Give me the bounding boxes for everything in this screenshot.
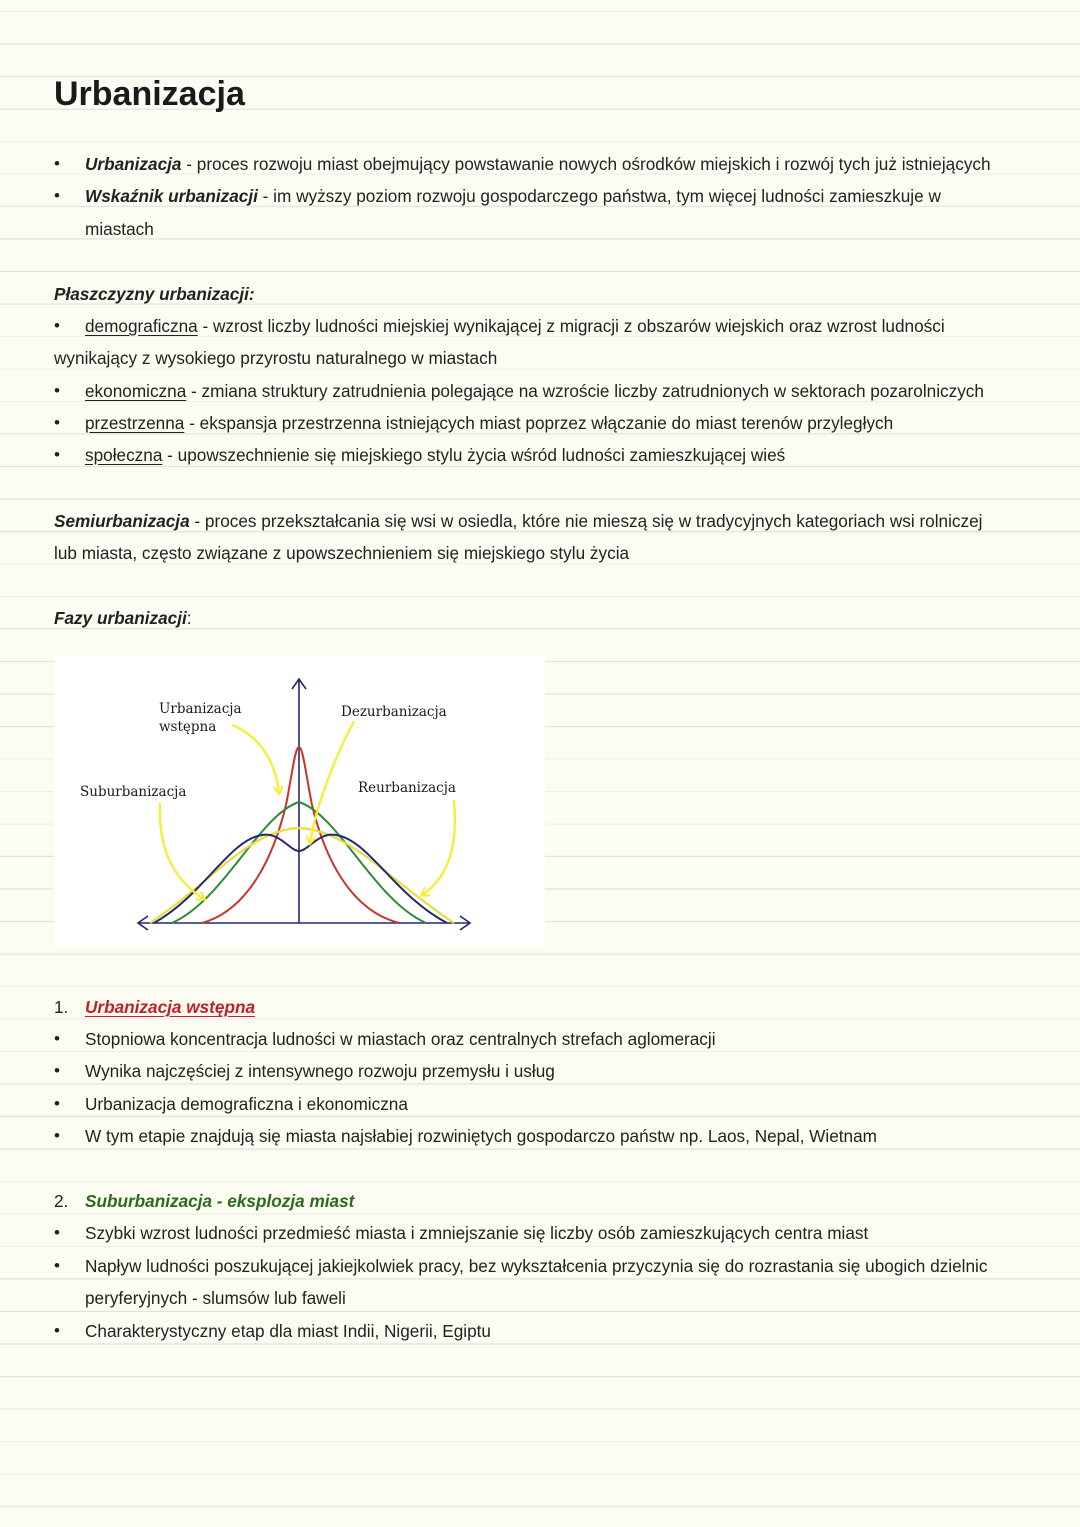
definition-text: miastach	[85, 219, 154, 239]
list-item-text: Charakterystyczny etap dla miast Indii, Nigerii, Egiptu	[85, 1321, 491, 1341]
bullet-icon: •	[54, 1126, 60, 1145]
section-title: Suburbanizacja - eksplozja miast	[85, 1191, 355, 1211]
plane-text: - wzrost liczby ludności miejskiej wynikającej z migracji z obszarów wiejskich oraz wzrost ludności	[197, 316, 945, 336]
definition-text: lub miasta, często związane z upowszechnieniem się miejskiego stylu życia	[54, 543, 630, 563]
bullet-icon: •	[54, 1256, 60, 1275]
section-number: 2.	[54, 1191, 69, 1211]
list-item-text: Wynika najczęściej z intensywnego rozwoju przemysłu i usług	[85, 1061, 555, 1081]
page-title: Urbanizacja	[54, 75, 245, 113]
label-urbanizacja-wstepna-2: wstępna	[159, 719, 217, 735]
list-item-text: Stopniowa koncentracja ludności w miastach oraz centralnych strefach aglomeracji	[85, 1029, 716, 1049]
list-item-text: Urbanizacja demograficzna i ekonomiczna	[85, 1094, 408, 1114]
list-item-text: Napływ ludności poszukującej jakiejkolwiek pracy, bez wykształcenia przyczynia się do rozrastania się ubogich dzielnic	[85, 1256, 988, 1276]
definition-text: - im wyższy poziom rozwoju gospodarczego państwa, tym więcej ludności zamieszkuje w	[257, 186, 941, 206]
bullet-icon: •	[54, 445, 60, 464]
definition-text: - proces przekształcania się wsi w osiedla, które nie mieszą się w tradycyjnych kategoriach wsi rolniczej	[189, 511, 983, 531]
urbanization-phases-diagram	[54, 655, 545, 946]
curve-urbanizacja-wstepna	[202, 747, 399, 923]
bullet-icon: •	[54, 381, 60, 400]
plane-text: - zmiana struktury zatrudnienia polegające na wzroście liczby zatrudnionych w sektorach pozarolniczych	[186, 381, 984, 401]
label-urbanizacja-wstepna-1: Urbanizacja	[159, 701, 242, 717]
term: społeczna	[85, 445, 163, 465]
list-item-text: peryferyjnych - slumsów lub faweli	[85, 1288, 346, 1308]
term: Urbanizacja	[85, 154, 182, 174]
bullet-icon: •	[54, 1223, 60, 1242]
plane-text: - upowszechnienie się miejskiego stylu życia wśród ludności zamieszkującej wieś	[162, 445, 786, 465]
bullet-icon: •	[54, 154, 60, 173]
bullet-icon: •	[54, 1029, 60, 1048]
term: Semiurbanizacja	[54, 511, 190, 531]
list-item-text: Szybki wzrost ludności przedmieść miasta i zmniejszanie się liczby osób zamieszkujących centra miast	[85, 1223, 869, 1243]
label-dezurbanizacja: Dezurbanizacja	[341, 704, 447, 720]
heading-text: Płaszczyzny urbanizacji:	[54, 284, 255, 304]
plane-text: - ekspansja przestrzenna istniejących miast poprzez włączanie do miast terenów przyległych	[184, 413, 894, 433]
term: Wskaźnik urbanizacji	[85, 186, 258, 206]
label-suburbanizacja: Suburbanizacja	[80, 784, 187, 800]
section-number: 1.	[54, 997, 69, 1017]
term: demograficzna	[85, 316, 198, 336]
term: przestrzenna	[85, 413, 185, 433]
bullet-icon: •	[54, 316, 60, 335]
pointer-urbanizacja-wstepna	[232, 725, 279, 793]
bullet-icon: •	[54, 1321, 60, 1340]
bullet-icon: •	[54, 1094, 60, 1113]
section-title: Urbanizacja wstępna	[85, 997, 256, 1017]
bullet-icon: •	[54, 1061, 60, 1080]
pointer-reurbanizacja	[422, 800, 455, 895]
bullet-icon: •	[54, 413, 60, 432]
definition-text: - proces rozwoju miast obejmujący powstawanie nowych ośrodków miejskich i rozwój tych już istniejących	[181, 154, 991, 174]
diagram-svg	[54, 655, 545, 946]
heading-suffix: :	[186, 608, 192, 628]
heading-text: Fazy urbanizacji	[54, 608, 187, 628]
bullet-icon: •	[54, 186, 60, 205]
pointer-suburbanizacja	[160, 803, 204, 899]
list-item-text: W tym etapie znajdują się miasta najsłabiej rozwiniętych gospodarczo państw np. Laos, Nepal, Wietnam	[85, 1126, 877, 1146]
plane-text: wynikający z wysokiego przyrostu naturalnego w miastach	[54, 348, 498, 368]
term: ekonomiczna	[85, 381, 187, 401]
curve-reurbanizacja	[154, 835, 447, 923]
label-reurbanizacja: Reurbanizacja	[358, 780, 456, 796]
